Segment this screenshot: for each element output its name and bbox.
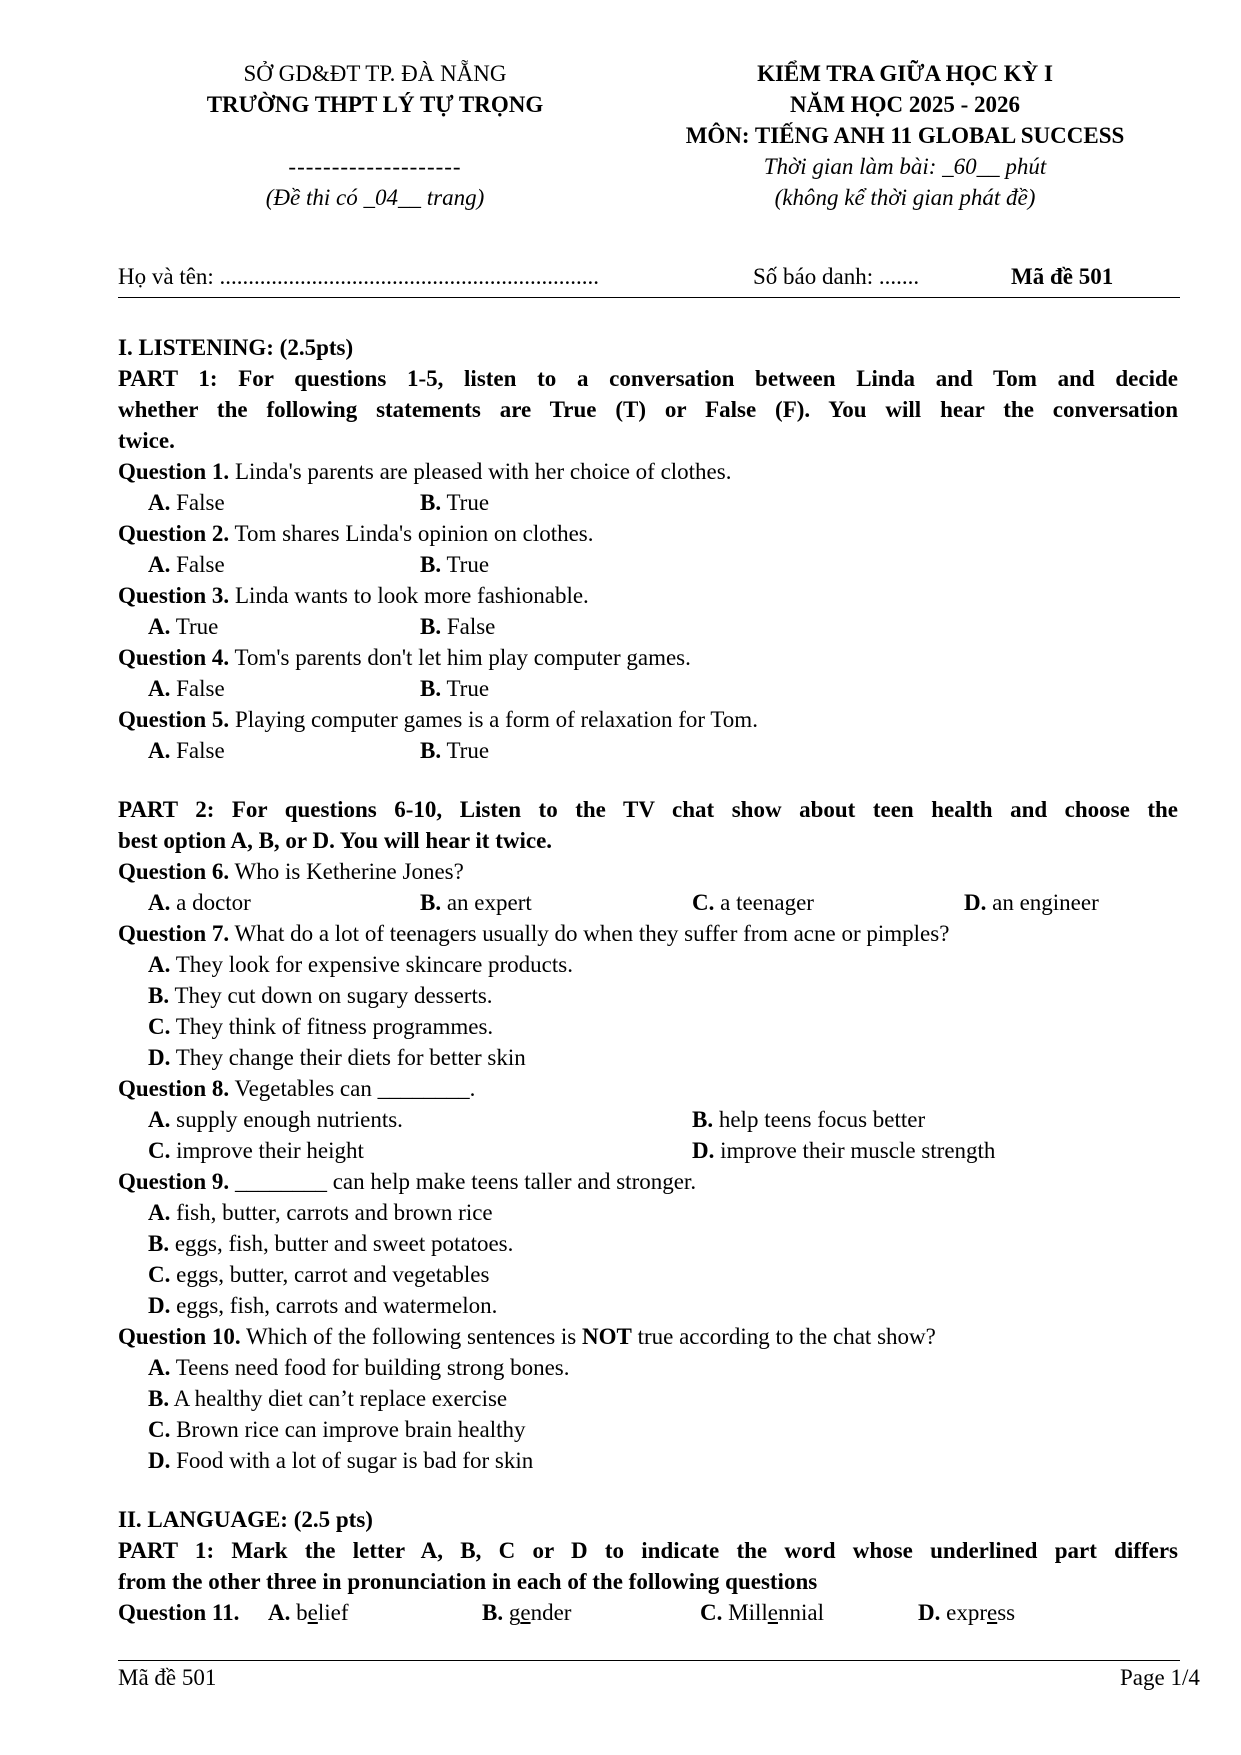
question-5 bbox=[118, 704, 1178, 735]
footer-exam-code: Mã đề 501 bbox=[118, 1665, 217, 1690]
options-q1 bbox=[118, 487, 1178, 518]
option-b[interactable]: B. False bbox=[420, 614, 496, 639]
question-text: Playing computer games is a form of relaxation for Tom. bbox=[229, 707, 758, 732]
option-d[interactable]: D. They change their diets for better skin bbox=[148, 1045, 526, 1070]
question-8 bbox=[118, 1073, 1178, 1104]
part1-instruction-line2: whether the following statements are True (T) or False (F). You will hear the conversation bbox=[118, 397, 1178, 422]
question-4 bbox=[118, 642, 1178, 673]
spacer bbox=[118, 766, 1178, 794]
option-b[interactable]: B. True bbox=[420, 676, 490, 701]
question-label: Question 2. bbox=[118, 521, 230, 546]
question-text: Tom shares Linda's opinion on clothes. bbox=[229, 521, 594, 546]
question-7 bbox=[118, 918, 1178, 949]
lang-part1-instruction-line2: from the other three in pronunciation in each of the following questions bbox=[118, 1569, 818, 1594]
footer-divider bbox=[118, 1660, 1180, 1661]
option-a[interactable]: A. Teens need food for building strong bones. bbox=[148, 1355, 570, 1380]
spacer bbox=[118, 1476, 1178, 1504]
exam-content bbox=[118, 332, 1178, 1628]
question-label: Question 10. bbox=[118, 1324, 241, 1349]
exam-code: Mã đề 501 bbox=[1011, 264, 1114, 289]
option-a[interactable]: A. supply enough nutrients. bbox=[148, 1107, 403, 1132]
emphasis-not: NOT bbox=[582, 1324, 632, 1349]
option-a[interactable]: A. False bbox=[148, 552, 225, 577]
options-q8-row1 bbox=[118, 1104, 1178, 1135]
option-a[interactable]: A. False bbox=[148, 738, 225, 763]
option-a[interactable]: A. They look for expensive skincare products. bbox=[148, 952, 573, 977]
part1-instruction-line3: twice. bbox=[118, 428, 175, 453]
question-text: Vegetables can ________. bbox=[229, 1076, 476, 1101]
question-text: Who is Ketherine Jones? bbox=[229, 859, 464, 884]
divider-dashes: -------------------- bbox=[288, 154, 462, 179]
question-label: Question 3. bbox=[118, 583, 230, 608]
option-d[interactable]: D. express bbox=[918, 1600, 1016, 1625]
option-d[interactable]: D. eggs, fish, carrots and watermelon. bbox=[148, 1293, 498, 1318]
option-c[interactable]: C. improve their height bbox=[148, 1138, 364, 1163]
page-count: (Đề thi có _04__ trang) bbox=[265, 185, 485, 210]
department: SỞ GD&ĐT TP. ĐÀ NẴNG bbox=[243, 61, 507, 86]
option-c[interactable]: C. Brown rice can improve brain healthy bbox=[148, 1417, 526, 1442]
student-name-field[interactable]: Họ và tên: .................................................................. bbox=[118, 264, 600, 289]
duration: Thời gian làm bài: _60__ phút bbox=[763, 154, 1047, 179]
section-listening-title: I. LISTENING: (2.5pts) bbox=[118, 335, 354, 360]
option-a[interactable]: A. a doctor bbox=[148, 890, 251, 915]
question-6 bbox=[118, 856, 1178, 887]
options-q5 bbox=[118, 735, 1178, 766]
option-c[interactable]: C. a teenager bbox=[692, 890, 814, 915]
options-q4 bbox=[118, 673, 1178, 704]
question-1 bbox=[118, 456, 1178, 487]
option-b[interactable]: B. They cut down on sugary desserts. bbox=[148, 983, 493, 1008]
question-text: Tom's parents don't let him play computer games. bbox=[229, 645, 691, 670]
option-a[interactable]: A. fish, butter, carrots and brown rice bbox=[148, 1200, 493, 1225]
option-b[interactable]: B. help teens focus better bbox=[692, 1107, 926, 1132]
options-q8-row2 bbox=[118, 1135, 1178, 1166]
question-label: Question 1. bbox=[118, 459, 230, 484]
lang-part1-instruction-line1: PART 1: Mark the letter A, B, C or D to indicate the word whose underlined part differs bbox=[118, 1538, 1178, 1563]
question-label: Question 6. bbox=[118, 859, 230, 884]
part2-instruction-line1: PART 2: For questions 6-10, Listen to the TV chat show about teen health and choose the bbox=[118, 797, 1178, 822]
question-label: Question 11. bbox=[118, 1600, 240, 1625]
option-b[interactable]: B. True bbox=[420, 490, 490, 515]
info-underline bbox=[118, 297, 1180, 298]
options-q2 bbox=[118, 549, 1178, 580]
part2-instruction-line2: best option A, B, or D. You will hear it twice. bbox=[118, 828, 553, 853]
question-label: Question 5. bbox=[118, 707, 230, 732]
option-b[interactable]: B. eggs, fish, butter and sweet potatoes. bbox=[148, 1231, 514, 1256]
question-label: Question 7. bbox=[118, 921, 230, 946]
school-name: TRƯỜNG THPT LÝ TỰ TRỌNG bbox=[206, 92, 544, 117]
option-b[interactable]: B. True bbox=[420, 738, 490, 763]
options-q6 bbox=[118, 887, 1178, 918]
part1-instruction-line1: PART 1: For questions 1-5, listen to a conversation between Linda and Tom and decide bbox=[118, 366, 1178, 391]
option-c[interactable]: C. Millennial bbox=[700, 1600, 824, 1625]
option-a[interactable]: A. False bbox=[148, 676, 225, 701]
question-text: ________ can help make teens taller and stronger. bbox=[229, 1169, 697, 1194]
subject: MÔN: TIẾNG ANH 11 GLOBAL SUCCESS bbox=[685, 123, 1125, 148]
question-label: Question 4. bbox=[118, 645, 230, 670]
options-q3 bbox=[118, 611, 1178, 642]
question-text: Linda's parents are pleased with her choice of clothes. bbox=[229, 459, 732, 484]
option-d[interactable]: D. Food with a lot of sugar is bad for skin bbox=[148, 1448, 534, 1473]
question-text: Linda wants to look more fashionable. bbox=[229, 583, 589, 608]
option-b[interactable]: B. an expert bbox=[420, 890, 532, 915]
question-9 bbox=[118, 1166, 1178, 1197]
option-a[interactable]: A. belief bbox=[268, 1600, 349, 1625]
footer-page-number: Page 1/4 bbox=[1120, 1665, 1200, 1690]
question-3 bbox=[118, 580, 1178, 611]
student-id-field[interactable]: Số báo danh: ....... bbox=[753, 264, 920, 289]
exam-title: KIỂM TRA GIỮA HỌC KỲ I bbox=[757, 61, 1053, 86]
question-2 bbox=[118, 518, 1178, 549]
question-label: Question 9. bbox=[118, 1169, 230, 1194]
option-a[interactable]: A. True bbox=[148, 614, 219, 639]
option-c[interactable]: C. eggs, butter, carrot and vegetables bbox=[148, 1262, 490, 1287]
option-b[interactable]: B. A healthy diet can’t replace exercise bbox=[148, 1386, 508, 1411]
option-d[interactable]: D. improve their muscle strength bbox=[692, 1138, 996, 1163]
option-b[interactable]: B. gender bbox=[482, 1600, 572, 1625]
school-year: NĂM HỌC 2025 - 2026 bbox=[790, 92, 1020, 117]
duration-note: (không kể thời gian phát đề) bbox=[774, 185, 1036, 210]
question-10: Question 10. Which of the following sentences is NOT true according to the chat show? bbox=[118, 1324, 936, 1349]
student-info-row bbox=[118, 264, 1180, 298]
question-11 bbox=[118, 1597, 1178, 1628]
option-a[interactable]: A. False bbox=[148, 490, 225, 515]
option-c[interactable]: C. They think of fitness programmes. bbox=[148, 1014, 494, 1039]
option-d[interactable]: D. an engineer bbox=[964, 890, 1099, 915]
option-b[interactable]: B. True bbox=[420, 552, 490, 577]
header-right bbox=[640, 58, 1170, 213]
section-language-title: II. LANGUAGE: (2.5 pts) bbox=[118, 1507, 373, 1532]
header-left bbox=[130, 58, 620, 213]
question-text: What do a lot of teenagers usually do when they suffer from acne or pimples? bbox=[229, 921, 950, 946]
question-label: Question 8. bbox=[118, 1076, 230, 1101]
